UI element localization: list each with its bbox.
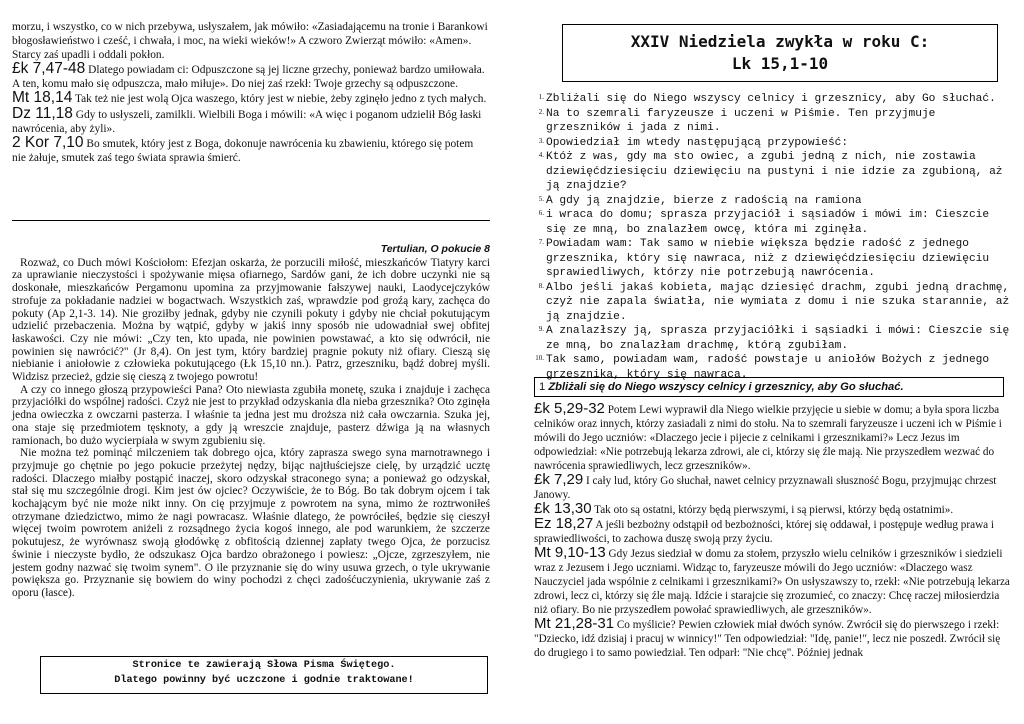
verse	[534, 92, 1010, 107]
verse-text: A znalazłszy ją, sprasza przyjaciółki i sąsiadki i mówi: Cieszcie się ze mną, bo znalazłam drachmę, którą zgubiłam.	[546, 325, 1010, 352]
reference-entry	[534, 617, 1010, 660]
reference-text: Tak oto są ostatni, którzy będą pierwszymi, i są pierwsi, którzy będą ostatnimi».	[594, 504, 954, 516]
left-references	[12, 20, 490, 165]
reference-entry	[12, 133, 490, 165]
reference-text: Dlatego powiadam ci: Odpuszczone są jej liczne grzechy, ponieważ bardzo umiłowała. A ten, komu mało się odpuszcza, mało miłuje». Do niej zaś rzekł: Twoje grzechy są odpuszczone.	[12, 64, 485, 91]
reference-label: 2 Kor 7,10	[12, 133, 84, 151]
verse-number: 10.	[535, 354, 544, 362]
verse	[534, 194, 1010, 209]
verse-text: i wraca do domu; sprasza przyjaciół i sąsiadów i mówi im: Cieszcie się ze mną, bo znalazłem owcę, która mi zginęła.	[546, 209, 990, 236]
commentary-paragraph: Nie można też pominąć milczeniem tak dobrego ojca, który zaprasza swego syna marnotrawnego i przyjmuje go chętnie po jego pokucie przeżytej nędzy, bijąc najtłuściejsze cielę, by urządzić ucztę radości. Dlaczego miałby postąpić inaczej, skoro odzyskał straconego syna; a ponieważ go odzyskał, stał się mu szczególnie drogi. Kim jest ów ojciec? Oczywiście, że to Bóg. Bo tak dobrym ojcem i tak kochającym być nie może nikt inny. On cię przyjmuje z powrotem na syna, mimo że roztrwoniłeś otrzymane dziedzictwo, mimo że nagi powracasz. Właśnie dlatego, że powróciłeś, będzie się cieszył więcej twoim powrotem aniżeli z rozsądnego życia kogoś innego, ale pod warunkiem, że szczerze pokutujesz, że wyrównasz swoją głodówkę z obfitością dziennej zapłaty twego Ojca, że porzucisz świnie i nieczyste bydło, że odszukasz Ojca bardzo obrażonego i powiesz: „Ojcze, zgrzeszyłem, nie jestem godny nazwać się twoim synem". O ile przyznanie się do winy usuwa grzech, o tyle ukrywanie powiększa go. Przyznanie się bowiem do winy pochodzi z chęci zadośćuczynienia, ukrywanie zaś z oporu (łasce).	[12, 447, 490, 599]
reference-label: Mt 18,14	[12, 89, 73, 107]
reference-entry	[12, 91, 490, 106]
verse-number: 5.	[538, 194, 544, 203]
verse-number: 7.	[538, 238, 544, 246]
verse-number: 2.	[538, 107, 544, 116]
verse-number: 3.	[538, 136, 544, 145]
reference-label: £k 5,29-32	[534, 400, 605, 417]
verse-number: 4.	[538, 151, 544, 159]
verse-text: Któż z was, gdy ma sto owiec, a zgubi jedną z nich, nie zostawia dziewięćdziesięciu dziewięciu na pustyni i nie idzie za zgubioną, aż ją znajdzie?	[546, 151, 1003, 192]
reference-text: Bo smutek, który jest z Boga, dokonuje nawrócenia ku zbawieniu, którego się potem nie żałuje, smutek zaś tego świata sprawia śmierć.	[12, 137, 474, 164]
verse-number: 1.	[538, 93, 544, 101]
highlight-number: 1	[539, 381, 546, 393]
reference-entry	[534, 473, 1010, 502]
divider	[12, 220, 490, 221]
highlight-text: Zbliżali się do Niego wszyscy celnicy i grzesznicy, aby Go słuchać.	[548, 381, 904, 393]
reference-text: Co myślicie? Pewien człowiek miał dwóch synów. Zwrócił się do pierwszego i rzekł: "Dziecko, idź dzisiaj i pracuj w winnicy!" Ten odpowiedział: "Idę, panie!", lecz nie poszedł. Zwrócił się do drugiego i to samo powiedział. Ten odparł: "Nie chcę". Później jednak	[534, 619, 1001, 659]
reference-text: morzu, i wszystko, co w nich przebywa, usłyszałem, jak mówiło: «Zasiadającemu na tronie i Barankowi błogosławieństwo i cześć, i chwała, i moc, na wieki wieków!» A czworo Zwierząt mówiło: «Amen». Starcy zaś upadli i oddali pokłon.	[12, 21, 488, 62]
verse-number: 6.	[538, 209, 544, 217]
reference-label: Mt 21,28-31	[534, 615, 615, 632]
reference-entry	[534, 402, 1010, 473]
reference-entry	[12, 62, 490, 91]
reference-label: £k 7,29	[534, 471, 584, 488]
commentary-author: Tertulian, O pokucie 8	[380, 243, 490, 255]
notice-line: Dlatego powinny być uczczone i godnie traktowane!	[114, 675, 414, 686]
reference-entry	[534, 517, 1010, 546]
verse-text: A gdy ją znajdzie, bierze z radością na ramiona	[546, 194, 862, 207]
verse	[534, 150, 1010, 194]
commentary-paragraph: Rozważ, co Duch mówi Kościołom: Efezjan oskarża, że porzucili miłość, mieszkańców Tiatyry karci za uprawianie nieczystości i spożywanie mięsa ofiarnego, Sardów gani, że ich dobre uczynki nie są doskonałe, mieszkańców Pergamonu upomina za przyjmowanie fałszywej nauki, Laodycejczyków strofuje za pokładanie nadziei w bogactwach. Wszystkich zaś, wprawdzie pod groźą kary, zachęca do pokuty (Ap 2,1-3. 14). Nie groziłby jednak, gdyby nie czynili pokuty i gdyby nie chciał pokutującym udzielić przebaczenia. Można by wątpić, gdyby w jakiś inny sposób nie udowadniał swej obfitej łaskawości. Czy nie mówi: „Czy ten, kto upada, nie powinien powstawać, a kto się odwrócił, nie powinien się nawrócić?" (Jr 8,4). On jest tym, który bardziej pragnie pokuty niż ofiary. Cieszą się niebianie i aniołowie z człowieka pokutującego (Łk 15,10 nn.). Patrz, grzeszniku, bądź dobrej myśli. Widzisz przecież, gdzie się cieszą z twojego powrotu!	[12, 256, 490, 384]
reference-entry	[12, 104, 490, 136]
reference-label: £k 7,47-48	[12, 60, 86, 78]
verse-text: Albo jeśli jakaś kobieta, mając dziesięć drachm, zgubi jedną drachmę, czyż nie zapala światła, nie wymiata z domu i nie szuka starannie, aż ją znajdzie.	[546, 281, 1010, 323]
reference-label: Dz 11,18	[12, 104, 73, 122]
gospel-text	[534, 92, 1010, 382]
reference-text: A jeśli bezbożny odstąpił od bezbożności, której się oddawał, i postępuje według prawa i sprawiedliwości, to zachowa duszę swoją przy życiu.	[534, 519, 995, 545]
verse-text: Powiadam wam: Tak samo w niebie większa będzie radość z jednego grzesznika, który się nawraca, niż z dziewięćdziesięciu dziewięciu sprawiedliwych, którzy nie potrzebują nawrócenia.	[546, 238, 990, 279]
reference-label: Ez 18,27	[534, 515, 594, 532]
verse	[534, 237, 1010, 281]
commentary-paragraph: A czy co innego głoszą przypowieści Pana? Oto niewiasta zgubiła monetę, szuka i znajduje i zachęca przyjaciółki do wspólnej radości. Czyż nie jest to przykład odzyskania dla nieba grzesznika? Oto zginęła jedna owieczka z owczarni pasterza. I właśnie ta jedna jest mu droższa niż cała owczarnia. Szuka jej, ona staje się przedmiotem tęsknoty, a gdy ją wreszcie znajduje, pasterz dźwiga ją na własnych ramionach, bo dużo wycierpiała w swym zgubieniu się.	[12, 383, 490, 447]
reference-text: Potem Lewi wyprawił dla Niego wielkie przyjęcie u siebie w domu; a była spora liczba celników oraz innych, którzy zasiadali z nimi do stołu. Na to szemrali faryzeusze i uczeni ich w Piśmie i mówili do Jego uczniów: «Dlaczego jecie i pijecie z celnikami i grzesznikami?» Lecz Jezus im odpowiedział: «Nie potrzebują lekarza zdrowi, ale ci, którzy się źle mają. Nie przyszedłem wezwać do nawrócenia sprawiedliwych, lecz grzeszników».	[534, 404, 1002, 472]
notice-box	[40, 656, 488, 694]
highlight-verse-box	[534, 377, 1004, 397]
notice-line: Stronice te zawierają Słowa Pisma Świętego.	[132, 660, 396, 671]
reference-label: Mt 9,10-13	[534, 544, 606, 561]
reference-entry	[534, 546, 1010, 617]
reference-entry	[534, 502, 1010, 517]
reference-text: Tak też nie jest wolą Ojca waszego, który jest w niebie, żeby zginęło jedno z tych małych.	[74, 93, 487, 106]
reference-entry	[12, 20, 490, 62]
reference-label: £k 13,30	[534, 500, 592, 517]
verse	[534, 324, 1010, 353]
verse-text: Zbliżali się do Niego wszyscy celnicy i grzesznicy, aby Go słuchać.	[546, 93, 996, 105]
reference-text: Gdy Jezus siedział w domu za stołem, przyszło wielu celników i grzeszników i siedzieli wraz z Jezusem i Jego uczniami. Widząc to, faryzeusze mówili do Jego uczniów: «Dlaczego wasz Nauczyciel jada wspólnie z celnikami i grzesznikami?» On usłyszawszy to, rzekł: «Nie potrzebują lekarza zdrowi, lecz ci, którzy się źle mają. Idźcie i starajcie się zrozumieć, co znaczy: Chcę raczej miłosierdzia niż ofiary. Bo nie przyszedłem powołać sprawiedliwych, ale grzeszników».	[534, 548, 1010, 616]
verse-text: Tak samo, powiadam wam, radość powstaje u aniołów Bożych z jednego grzesznika, który się nawraca.	[546, 354, 990, 381]
verse-number: 8.	[538, 281, 544, 290]
verse	[534, 136, 1010, 151]
page-title: XXIV Niedziela zwykła w roku C:	[630, 32, 930, 51]
commentary-section	[12, 243, 490, 600]
reference-text: Gdy to usłyszeli, zamilkli. Wielbili Boga i mówili: «A więc i poganom udzielił Bóg łaski nawrócenia, aby żyli».	[12, 108, 482, 135]
title-box	[562, 24, 998, 82]
verse-text: Opowiedział im wtedy następującą przypowieść:	[546, 136, 849, 149]
reference-text: I cały lud, który Go słuchał, nawet celnicy przyznawali słuszność Bogu, przyjmując chrzest Janowy.	[534, 475, 997, 501]
verse-number: 9.	[538, 325, 544, 333]
verse-text: Na to szemrali faryzeusze i uczeni w Piśmie. Ten przyjmuje grzeszników i jada z nimi.	[546, 107, 936, 134]
right-references	[534, 402, 1010, 660]
verse	[534, 208, 1010, 237]
verse	[534, 281, 1010, 325]
gospel-reference: Lk 15,1-10	[731, 54, 829, 73]
verse	[534, 107, 1010, 136]
